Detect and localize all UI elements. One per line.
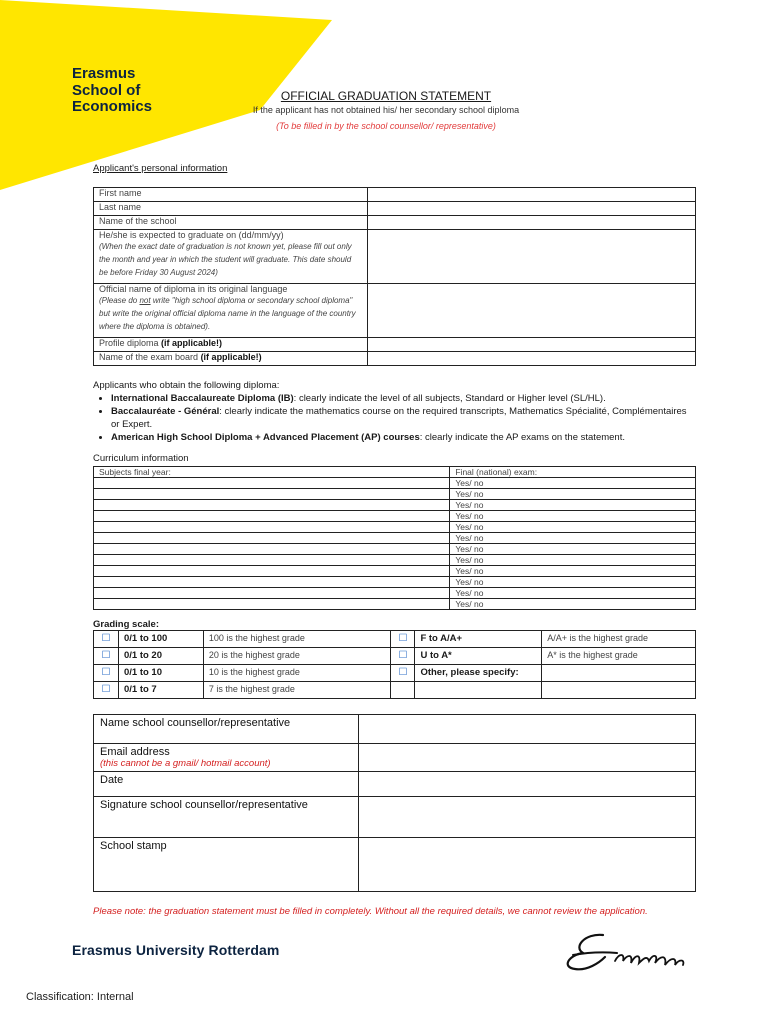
first-name-field[interactable] [367, 188, 695, 202]
scale-desc: 100 is the highest grade [203, 631, 391, 648]
graduate-text: He/she is expected to graduate on (dd/mm/yy) [99, 230, 284, 240]
graduate-note: (When the exact date of graduation is not known yet, please fill out only the month and year in which the student will graduate. This date should be before Friday 30 August 2024) [99, 242, 352, 277]
scale-desc: A/A+ is the highest grade [542, 631, 696, 648]
diploma-instructions-heading: Applicants who obtain the following diploma: [93, 380, 280, 391]
checkbox-0-100[interactable]: ☐ [94, 631, 119, 648]
scale-desc: 7 is the highest grade [203, 682, 391, 699]
scale-label: 0/1 to 20 [118, 648, 203, 665]
counsellor-table [93, 714, 696, 892]
last-name-label: Last name [94, 202, 368, 216]
profile-field[interactable] [367, 338, 695, 352]
document-title: OFFICIAL GRADUATION STATEMENT [280, 89, 492, 103]
school-field[interactable] [367, 216, 695, 230]
diploma-item-name: International Baccalaureate Diploma (IB) [111, 393, 294, 404]
profile-label [94, 338, 368, 352]
scale-desc: 20 is the highest grade [203, 648, 391, 665]
counsellor-name-field[interactable] [358, 715, 695, 744]
diploma-label [94, 284, 368, 338]
checkbox-other[interactable]: ☐ [391, 665, 415, 682]
diploma-item-name: Baccalauréate - Général [111, 406, 220, 417]
exam-yes-no[interactable]: Yes/ no [450, 489, 696, 500]
logo-line-1: Erasmus [72, 65, 136, 82]
subject-field[interactable] [94, 500, 450, 511]
document-subtitle: If the applicant has not obtained his/ her secondary school diploma [252, 105, 520, 115]
counsellor-name-label: Name school counsellor/representative [94, 715, 359, 744]
grading-heading-text: Grading scale: [93, 619, 159, 630]
scale-label: 0/1 to 7 [118, 682, 203, 699]
diploma-item-text: : clearly indicate the mathematics course on the required transcripts, Mathematics Spécialité, Complémentaires or Expert. [111, 406, 687, 430]
grading-table [93, 630, 696, 699]
diploma-note-b: write "high school diploma or secondary school diploma" but write the original official diploma name in the language of the country where the diploma is obtained). [99, 296, 356, 331]
exam-yes-no[interactable]: Yes/ no [450, 533, 696, 544]
subject-field[interactable] [94, 566, 450, 577]
diploma-instructions [93, 379, 693, 444]
curriculum-row [94, 544, 696, 555]
scale-label: U to A* [415, 648, 542, 665]
scale-label: 0/1 to 100 [118, 631, 203, 648]
logo-line-2: School of [72, 81, 141, 99]
scale-label: 0/1 to 10 [118, 665, 203, 682]
curriculum-row [94, 500, 696, 511]
exam-yes-no[interactable]: Yes/ no [450, 599, 696, 610]
exam-yes-no[interactable]: Yes/ no [450, 500, 696, 511]
signature-field[interactable] [358, 797, 695, 838]
subject-field[interactable] [94, 522, 450, 533]
checkbox-0-7[interactable]: ☐ [94, 682, 119, 699]
subject-field[interactable] [94, 478, 450, 489]
email-field[interactable] [358, 744, 695, 772]
curriculum-table [93, 466, 696, 610]
checkbox-0-20[interactable]: ☐ [94, 648, 119, 665]
subject-field[interactable] [94, 555, 450, 566]
ese-logo [72, 66, 152, 116]
curriculum-row [94, 566, 696, 577]
other-specify-field[interactable] [542, 665, 696, 682]
exam-yes-no[interactable]: Yes/ no [450, 588, 696, 599]
curriculum-row [94, 522, 696, 533]
exam-yes-no[interactable]: Yes/ no [450, 511, 696, 522]
subject-field[interactable] [94, 489, 450, 500]
personal-info-heading: Applicant's personal information [93, 163, 228, 174]
graduate-date-field[interactable] [367, 230, 695, 284]
stamp-field[interactable] [358, 838, 695, 892]
subject-field[interactable] [94, 533, 450, 544]
scale-label: F to A/A+ [415, 631, 542, 648]
diploma-text: Official name of diploma in its original language [99, 284, 288, 294]
document-note: (To be filled in by the school counsellor/ representative) [276, 121, 496, 131]
logo-line-3: Economics [72, 98, 153, 115]
curriculum-row [94, 489, 696, 500]
diploma-note [99, 294, 362, 333]
curriculum-heading: Curriculum information [93, 453, 189, 464]
subject-field[interactable] [94, 544, 450, 555]
email-text: Email address [100, 746, 170, 758]
exam-yes-no[interactable]: Yes/ no [450, 555, 696, 566]
curriculum-row [94, 511, 696, 522]
diploma-item-text: : clearly indicate the level of all subjects, Standard or Higher level (SL/HL). [293, 393, 606, 404]
curriculum-row [94, 577, 696, 588]
curriculum-row [94, 478, 696, 489]
subject-field[interactable] [94, 577, 450, 588]
subject-field[interactable] [94, 588, 450, 599]
empty-cell [415, 682, 542, 699]
scale-label: Other, please specify: [415, 665, 542, 682]
email-note: (this cannot be a gmail/ hotmail account) [100, 758, 271, 769]
stamp-label: School stamp [94, 838, 359, 892]
checkbox-u-to-a[interactable]: ☐ [391, 648, 415, 665]
exam-board-if-applicable: (if applicable!) [200, 352, 262, 362]
curriculum-row [94, 588, 696, 599]
completion-note: Please note: the graduation statement must be filled in completely. Without all the required details, we cannot review the application. [93, 906, 648, 917]
scale-desc: 10 is the highest grade [203, 665, 391, 682]
exam-yes-no[interactable]: Yes/ no [450, 544, 696, 555]
exam-yes-no[interactable]: Yes/ no [450, 577, 696, 588]
exam-yes-no[interactable]: Yes/ no [450, 522, 696, 533]
exam-board-field[interactable] [367, 352, 695, 366]
diploma-item [111, 405, 693, 431]
exam-board-label [94, 352, 368, 366]
profile-text: Profile diploma [99, 338, 162, 348]
scale-desc: A* is the highest grade [542, 648, 696, 665]
first-name-label: First name [94, 188, 368, 202]
checkbox-f-to-a[interactable]: ☐ [391, 631, 415, 648]
school-label: Name of the school [94, 216, 368, 230]
subject-field[interactable] [94, 599, 450, 610]
diploma-note-not: not [139, 296, 151, 305]
email-label [94, 744, 359, 772]
erasmus-signature-logo [555, 925, 705, 975]
exam-yes-no[interactable]: Yes/ no [450, 566, 696, 577]
signature-label: Signature school counsellor/representative [94, 797, 359, 838]
exam-board-text: Name of the exam board [99, 352, 201, 362]
classification-label: Classification: Internal [26, 991, 134, 1003]
curriculum-row [94, 533, 696, 544]
checkbox-0-10[interactable]: ☐ [94, 665, 119, 682]
diploma-name-field[interactable] [367, 284, 695, 338]
subjects-header: Subjects final year: [94, 467, 450, 478]
date-field[interactable] [358, 772, 695, 797]
curriculum-row [94, 555, 696, 566]
grading-heading [93, 619, 159, 630]
profile-if-applicable: (if applicable!) [161, 338, 223, 348]
empty-cell [542, 682, 696, 699]
date-label: Date [94, 772, 359, 797]
curriculum-row [94, 599, 696, 610]
diploma-item [111, 431, 693, 444]
exam-yes-no[interactable]: Yes/ no [450, 478, 696, 489]
university-name: Erasmus University Rotterdam [72, 942, 280, 958]
graduate-label [94, 230, 368, 284]
subject-field[interactable] [94, 511, 450, 522]
personal-info-table [93, 187, 696, 366]
last-name-field[interactable] [367, 202, 695, 216]
exam-header: Final (national) exam: [450, 467, 696, 478]
empty-cell [391, 682, 415, 699]
diploma-item [111, 392, 693, 405]
diploma-item-name: American High School Diploma + Advanced Placement (AP) courses [111, 432, 420, 443]
diploma-item-text: : clearly indicate the AP exams on the statement. [419, 432, 625, 443]
diploma-note-a: (Please do [99, 296, 140, 305]
